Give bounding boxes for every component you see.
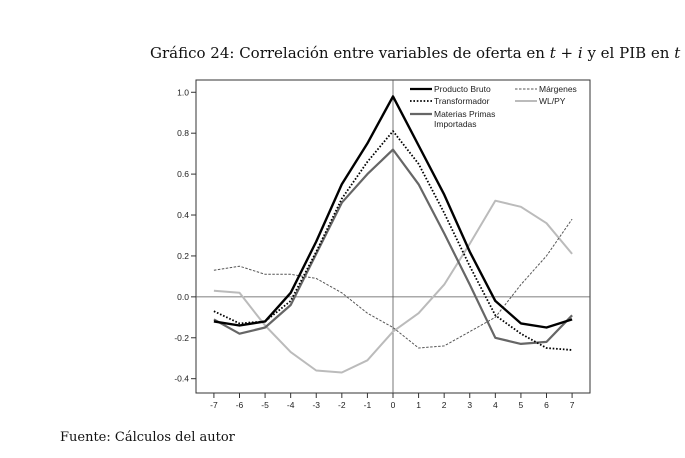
x-tick-label: 3: [467, 400, 473, 410]
legend-label: WL/PY: [539, 96, 566, 106]
legend-label: Materias Primas Importadas: [434, 109, 496, 129]
x-tick-label: 0: [390, 400, 396, 410]
y-tick-label: 0.8: [177, 128, 189, 139]
legend-label: Transformador: [434, 96, 490, 106]
x-tick-label: 7: [569, 400, 575, 410]
y-tick-label: -0.2: [174, 332, 189, 343]
legend-label: Producto Bruto: [434, 84, 491, 94]
x-tick-label: -4: [286, 400, 295, 410]
y-tick-label: 0.4: [177, 210, 189, 221]
x-tick-label: -5: [261, 400, 269, 410]
source-note: Fuente: Cálculos del autor: [60, 430, 235, 445]
y-tick-label: 1.0: [177, 87, 189, 98]
reference-lines: [196, 80, 590, 393]
y-axis: [174, 87, 196, 383]
x-tick-label: -2: [338, 400, 346, 410]
x-axis: [210, 393, 575, 410]
y-tick-label: -0.4: [174, 373, 189, 384]
legend-label: Márgenes: [539, 84, 577, 94]
x-tick-label: 5: [518, 400, 524, 410]
x-tick-label: -1: [363, 400, 372, 410]
x-tick-label: -3: [312, 400, 321, 410]
chart-title: Gráfico 24: Correlación entre variables de oferta en t + i y el PIB en t: [150, 44, 681, 62]
y-tick-label: 0.6: [177, 169, 189, 180]
x-tick-label: 4: [492, 400, 498, 410]
x-tick-label: -6: [235, 400, 244, 410]
y-tick-label: 0.2: [177, 250, 189, 261]
legend: [410, 84, 577, 129]
x-tick-label: 6: [544, 400, 549, 410]
x-tick-label: 1: [416, 400, 421, 410]
x-tick-label: -7: [210, 400, 218, 410]
x-tick-label: 2: [441, 400, 447, 410]
y-tick-label: 0.0: [177, 291, 189, 302]
